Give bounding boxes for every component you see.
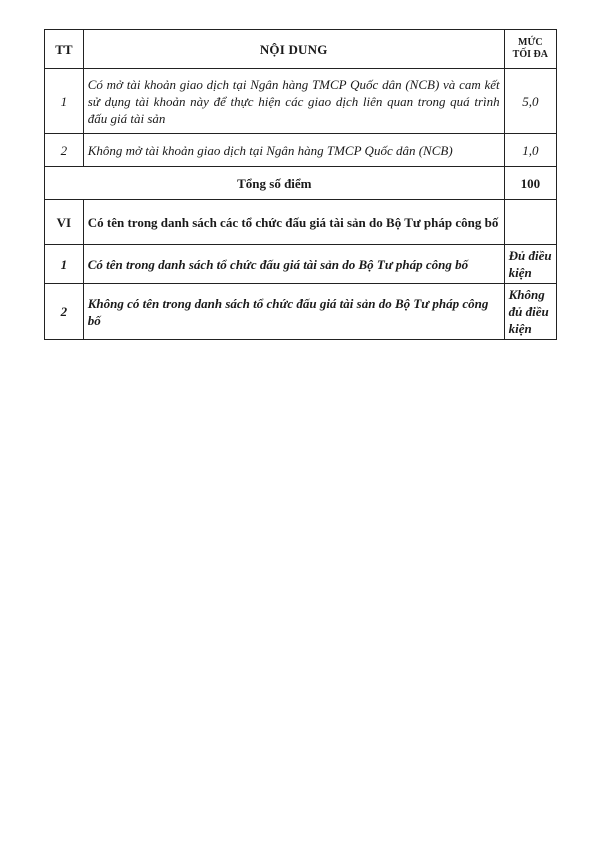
row-number: 2 (45, 284, 84, 340)
row-content: Không có tên trong danh sách tổ chức đấu giá tài sản do Bộ Tư pháp công bố (83, 284, 504, 340)
header-max-score: MỨC TỐI ĐA (504, 30, 556, 69)
row-content: Có mở tài khoản giao dịch tại Ngân hàng TMCP Quốc dân (NCB) và cam kết sử dụng tài khoản này để thực hiện các giao dịch liên quan trong quá trình đấu giá tài sản (83, 69, 504, 134)
row-condition: Không đủ điều kiện (504, 284, 556, 340)
row-number: 1 (45, 245, 84, 284)
row-content: Có tên trong danh sách tổ chức đấu giá tài sản do Bộ Tư pháp công bố (83, 245, 504, 284)
total-label: Tổng số điểm (45, 167, 505, 200)
table-header-row (45, 30, 557, 69)
row-content: Không mở tài khoản giao dịch tại Ngân hàng TMCP Quốc dân (NCB) (83, 134, 504, 167)
table-row (45, 284, 557, 340)
table-row (45, 69, 557, 134)
section-max-score (504, 200, 556, 245)
header-tt: TT (45, 30, 84, 69)
row-max-score: 1,0 (504, 134, 556, 167)
row-number: 1 (45, 69, 84, 134)
section-number: VI (45, 200, 84, 245)
table-row (45, 134, 557, 167)
header-content: NỘI DUNG (83, 30, 504, 69)
row-number: 2 (45, 134, 84, 167)
section-title: Có tên trong danh sách các tổ chức đấu giá tài sản do Bộ Tư pháp công bố (83, 200, 504, 245)
total-value: 100 (504, 167, 556, 200)
total-row (45, 167, 557, 200)
criteria-table (44, 29, 557, 340)
row-condition: Đủ điều kiện (504, 245, 556, 284)
table-row (45, 245, 557, 284)
row-max-score: 5,0 (504, 69, 556, 134)
section-row (45, 200, 557, 245)
